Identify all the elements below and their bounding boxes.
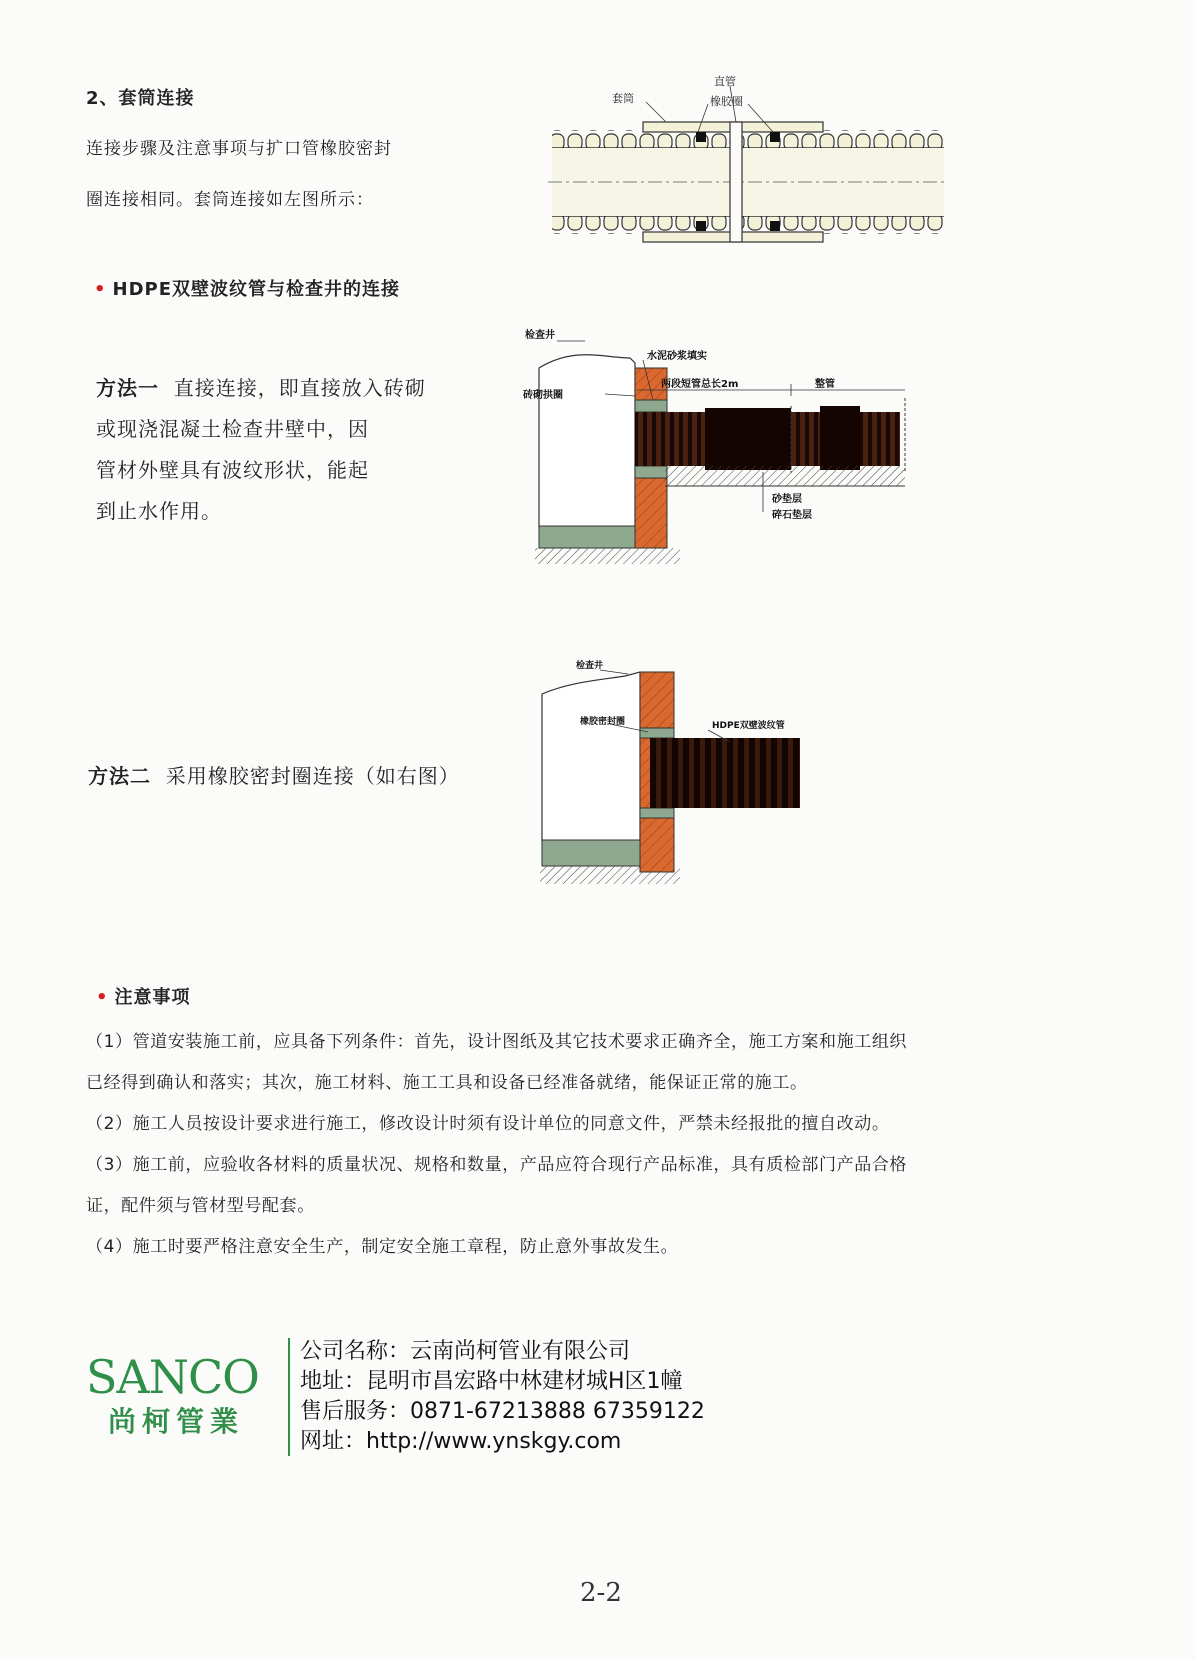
notes-title-text: 注意事项 <box>114 987 191 1008</box>
logo-chinese: 尚柯管業 <box>108 1405 245 1438</box>
section-sleeve-text-1: 连接步骤及注意事项与扩口管橡胶密封 <box>86 139 392 159</box>
label-sand-layer: 砂垫层 <box>772 494 802 505</box>
company-address: 地址：昆明市昌宏路中林建材城H区1幢 <box>300 1369 683 1394</box>
label-gravel-layer: 碎石垫层 <box>772 510 812 521</box>
note-1b: 已经得到确认和落实；其次，施工材料、施工工具和设备已经准备就绪，能保证正常的施工。 <box>86 1073 808 1093</box>
section-well-title-text: HDPE双壁波纹管与检查井的连接 <box>112 279 401 300</box>
method1-line-1: 直接连接，即直接放入砖砌 <box>173 376 426 400</box>
label-hdpe-pipe: HDPE双壁波纹管 <box>712 721 785 731</box>
label-brick-arch: 砖砌拱圈 <box>523 390 563 401</box>
red-bullet-icon: • <box>94 279 107 300</box>
sleeve-connection-diagram <box>548 72 948 247</box>
label-sleeve: 套筒 <box>612 92 634 105</box>
note-3b: 证，配件须与管材型号配套。 <box>86 1196 315 1216</box>
logo-english: SANCO <box>86 1350 259 1404</box>
red-bullet-icon: • <box>96 987 109 1008</box>
method2-text: 采用橡胶密封圈连接（如右图） <box>165 764 460 788</box>
method2-name: 方法二 <box>88 764 151 788</box>
note-4: （4）施工时要严格注意安全生产，制定安全施工章程，防止意外事故发生。 <box>86 1237 679 1257</box>
label-rubber-ring: 橡胶圈 <box>710 95 743 108</box>
service-phone: 售后服务：0871-67213888 67359122 <box>300 1399 705 1424</box>
page-number: 2-2 <box>580 1578 622 1608</box>
notes-title <box>96 983 191 1009</box>
label-whole-pipe: 整管 <box>815 379 835 390</box>
footer-divider <box>288 1338 290 1456</box>
notes-list <box>86 1022 1146 1268</box>
note-2: （2）施工人员按设计要求进行施工，修改设计时须有设计单位的同意文件，严禁未经报批的擅自改动。 <box>86 1114 890 1134</box>
section-sleeve-text-2: 圈连接相同。套筒连接如左图所示： <box>86 190 374 210</box>
method2-diagram <box>540 652 800 888</box>
company-logo <box>86 1350 286 1440</box>
method2-block <box>88 756 460 797</box>
note-1a: （1）管道安装施工前，应具备下列条件：首先，设计图纸及其它技术要求正确齐全，施工方案和施工组织 <box>86 1032 908 1052</box>
section-well-title <box>94 275 400 301</box>
method1-diagram <box>523 330 935 566</box>
label-rubber-seal: 橡胶密封圈 <box>580 717 626 727</box>
contact-block <box>300 1337 705 1457</box>
method1-line-2: 或现浇混凝土检查井壁中，因 <box>96 417 369 441</box>
label-cement-mortar: 水泥砂浆填实 <box>647 351 707 362</box>
method1-line-3: 管材外壁具有波纹形状，能起 <box>96 458 369 482</box>
label-short-pipes: 两段短管总长2m <box>661 379 739 390</box>
label-straight-pipe: 直管 <box>714 75 736 88</box>
method1-line-4: 到止水作用。 <box>96 499 222 523</box>
company-website: 网址：http://www.ynskgy.com <box>300 1429 622 1454</box>
label-inspection-well-2: 检查井 <box>576 661 604 671</box>
method1-name: 方法一 <box>96 376 159 400</box>
note-3a: （3）施工前，应验收各材料的质量状况、规格和数量，产品应符合现行产品标准，具有质检部门产品合格 <box>86 1155 908 1175</box>
section-sleeve-title: 2、套筒连接 <box>86 88 195 109</box>
label-inspection-well: 检查井 <box>525 330 555 341</box>
company-name: 公司名称：云南尚柯管业有限公司 <box>300 1339 631 1364</box>
method1-block <box>96 368 426 532</box>
